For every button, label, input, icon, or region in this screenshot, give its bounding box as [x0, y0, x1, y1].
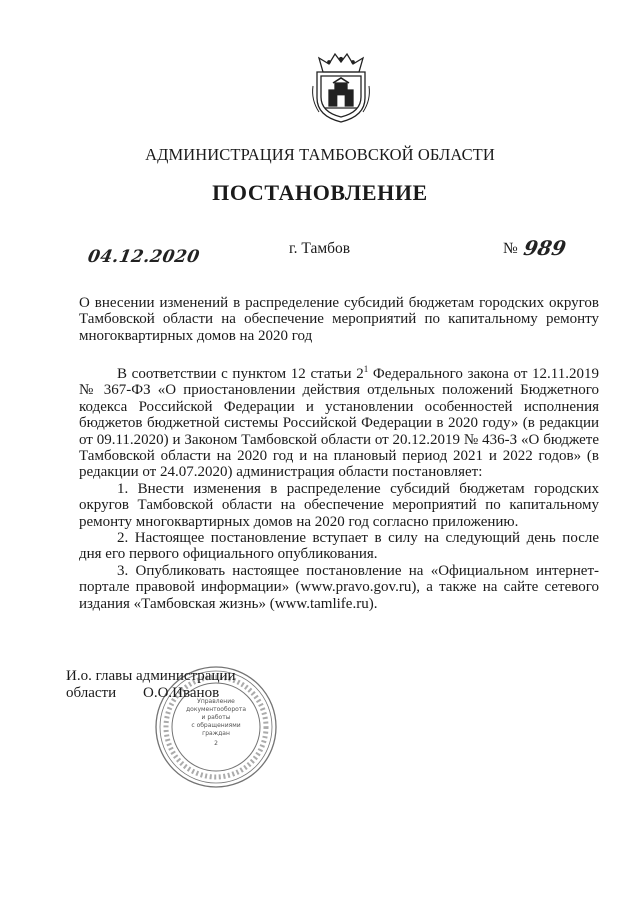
- document-subject: О внесении изменений в распределение субсидий бюджетам городских округов Тамбовской области на обеспечение мероприятий по капитальному ремонту многоквартирных домов на 2020 год: [79, 295, 599, 344]
- document-number: 989: [521, 236, 568, 260]
- preamble-text-rest: Федерального закона от 12.11.2019 № 367-ФЗ «О приостановлении действия отдельных положений Бюджетного кодекса Российской Федерации и установлении особенностей исполнения бюджетов бюджетной системы Российской Федерации в 2020 году» (в редакции от 09.11.2020) и Законом Тамбовской области от 20.12.2019 № 436-З «О бюджете Тамбовской области на 2020 год и на плановый период 2021 и 2022 годов» (в редакции от 24.07.2020) администрация области постановляет:: [79, 366, 599, 481]
- signatory-position-continued: области: [66, 685, 117, 701]
- signatory-name: О.О.Иванов: [143, 685, 220, 701]
- stamp-text-line: и работы: [201, 714, 231, 721]
- document-body: [79, 366, 599, 612]
- article-superscript: 1: [363, 364, 369, 374]
- organization-title: АДМИНИСТРАЦИЯ ТАМБОВСКОЙ ОБЛАСТИ: [145, 145, 495, 164]
- decree-item: 2. Настоящее постановление вступает в силу на следующий день после дня его первого официального опубликования.: [79, 530, 599, 563]
- document-date: 04.12.2020: [86, 247, 202, 267]
- stamp-text-line: документооборота: [186, 706, 246, 713]
- preamble-text-start: В соответствии с пунктом 12 статьи 2: [117, 366, 364, 382]
- tambov-coat-of-arms-icon: [309, 50, 373, 124]
- signatory-position: И.о. главы администрации: [66, 668, 236, 684]
- stamp-text-line: граждан: [202, 730, 230, 737]
- decree-item: 1. Внести изменения в распределение субсидий бюджетам городских округов Тамбовской области на обеспечение мероприятий по капитальному ремонту многоквартирных домов на 2020 год согласно приложению.: [79, 480, 599, 530]
- stamp-text-line: с обращениями: [191, 722, 241, 729]
- decree-item: 3. Опубликовать настоящее постановление на «Официальном интернет-портале правовой информации» (www.pravo.gov.ru), а также на сайте сетевого издания «Тамбовская жизнь» (www.tamlife.ru).: [79, 562, 599, 612]
- number-sign: №: [503, 240, 518, 257]
- document-type-heading: ПОСТАНОВЛЕНИЕ: [212, 180, 428, 205]
- preamble-paragraph: [79, 366, 599, 481]
- stamp-text-line: Управление: [197, 698, 235, 705]
- stamp-number: 2: [214, 740, 218, 747]
- document-city: г. Тамбов: [289, 240, 351, 257]
